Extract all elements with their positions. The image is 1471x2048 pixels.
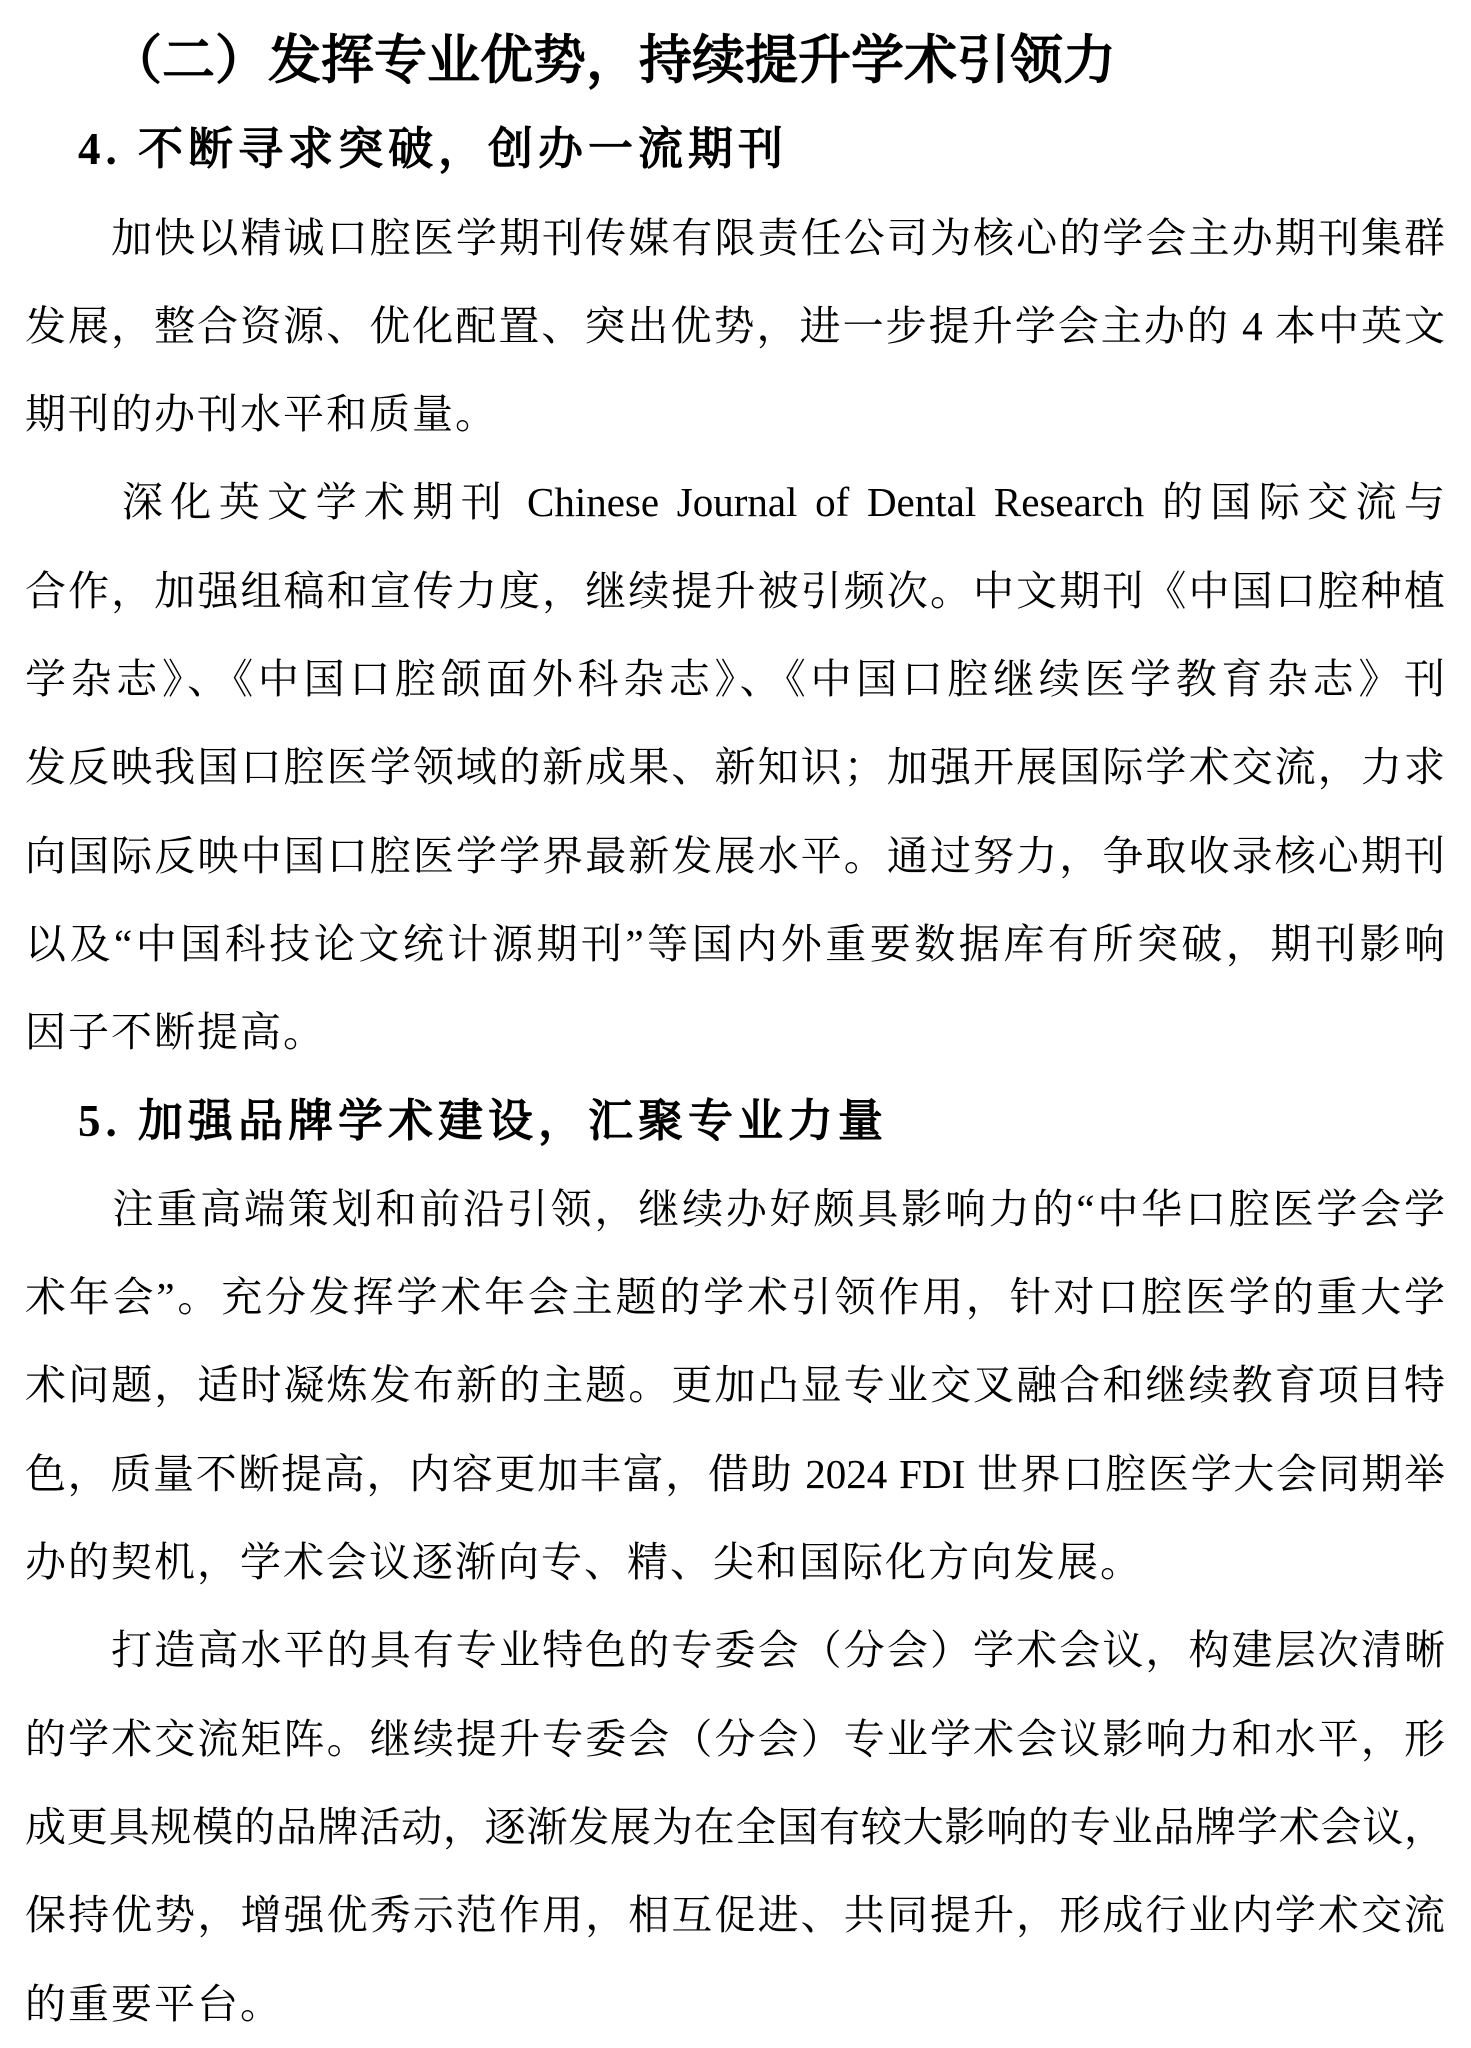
paragraph-line: 合作，加强组稿和宣传力度，继续提升被引频次。中文期刊《中国口腔种植 bbox=[25, 567, 1445, 614]
paragraph-line: 期刊的办刊水平和质量。 bbox=[25, 391, 498, 438]
paragraph-line: 学杂志》、《中国口腔颌面外科杂志》、《中国口腔继续医学教育杂志》刊 bbox=[25, 656, 1445, 703]
paragraph-line: 深化英文学术期刊 Chinese Journal of Dental Research 的国际交流与 bbox=[25, 479, 1445, 526]
section-heading: （二）发挥专业优势，持续提升学术引领力 bbox=[109, 31, 1116, 90]
paragraph-line: 注重高端策划和前沿引领，继续办好颇具影响力的“中华口腔医学会学 bbox=[25, 1185, 1445, 1232]
paragraph-line: 向国际反映中国口腔医学学界最新发展水平。通过努力，争取收录核心期刊 bbox=[25, 832, 1445, 879]
subsection-heading-5: 5. 加强品牌学术建设，汇聚专业力量 bbox=[78, 1095, 889, 1146]
paragraph-line: 发展，整合资源、优化配置、突出优势，进一步提升学会主办的 4 本中英文 bbox=[25, 302, 1445, 349]
subsection-heading-4: 4. 不断寻求突破，创办一流期刊 bbox=[78, 124, 789, 175]
paragraph-line: 的重要平台。 bbox=[25, 1980, 283, 2027]
paragraph-line: 术问题，适时凝炼发布新的主题。更加凸显专业交叉融合和继续教育项目特 bbox=[25, 1362, 1445, 1409]
paragraph-line: 的学术交流矩阵。继续提升专委会（分会）专业学术会议影响力和水平，形 bbox=[25, 1715, 1445, 1762]
paragraph-line: 保持优势，增强优秀示范作用，相互促进、共同提升，形成行业内学术交流 bbox=[25, 1892, 1445, 1939]
paragraph-line: 色，质量不断提高，内容更加丰富，借助 2024 FDI 世界口腔医学大会同期举 bbox=[25, 1450, 1445, 1497]
paragraph-line: 打造高水平的具有专业特色的专委会（分会）学术会议，构建层次清晰 bbox=[25, 1627, 1445, 1674]
document-body bbox=[25, 17, 1445, 2048]
paragraph-line: 因子不断提高。 bbox=[25, 1009, 326, 1056]
paragraph-line: 成更具规模的品牌活动，逐渐发展为在全国有较大影响的专业品牌学术会议， bbox=[25, 1803, 1445, 1850]
paragraph-line: 发反映我国口腔医学领域的新成果、新知识；加强开展国际学术交流，力求 bbox=[25, 744, 1445, 791]
paragraph-line: 术年会”。充分发挥学术年会主题的学术引领作用，针对口腔医学的重大学 bbox=[25, 1274, 1445, 1321]
paragraph-line: 以及“中国科技论文统计源期刊”等国内外重要数据库有所突破，期刊影响 bbox=[25, 920, 1445, 967]
paragraph-line: 加快以精诚口腔医学期刊传媒有限责任公司为核心的学会主办期刊集群 bbox=[25, 214, 1445, 261]
paragraph-line: 办的契机，学术会议逐渐向专、精、尖和国际化方向发展。 bbox=[25, 1539, 1143, 1586]
